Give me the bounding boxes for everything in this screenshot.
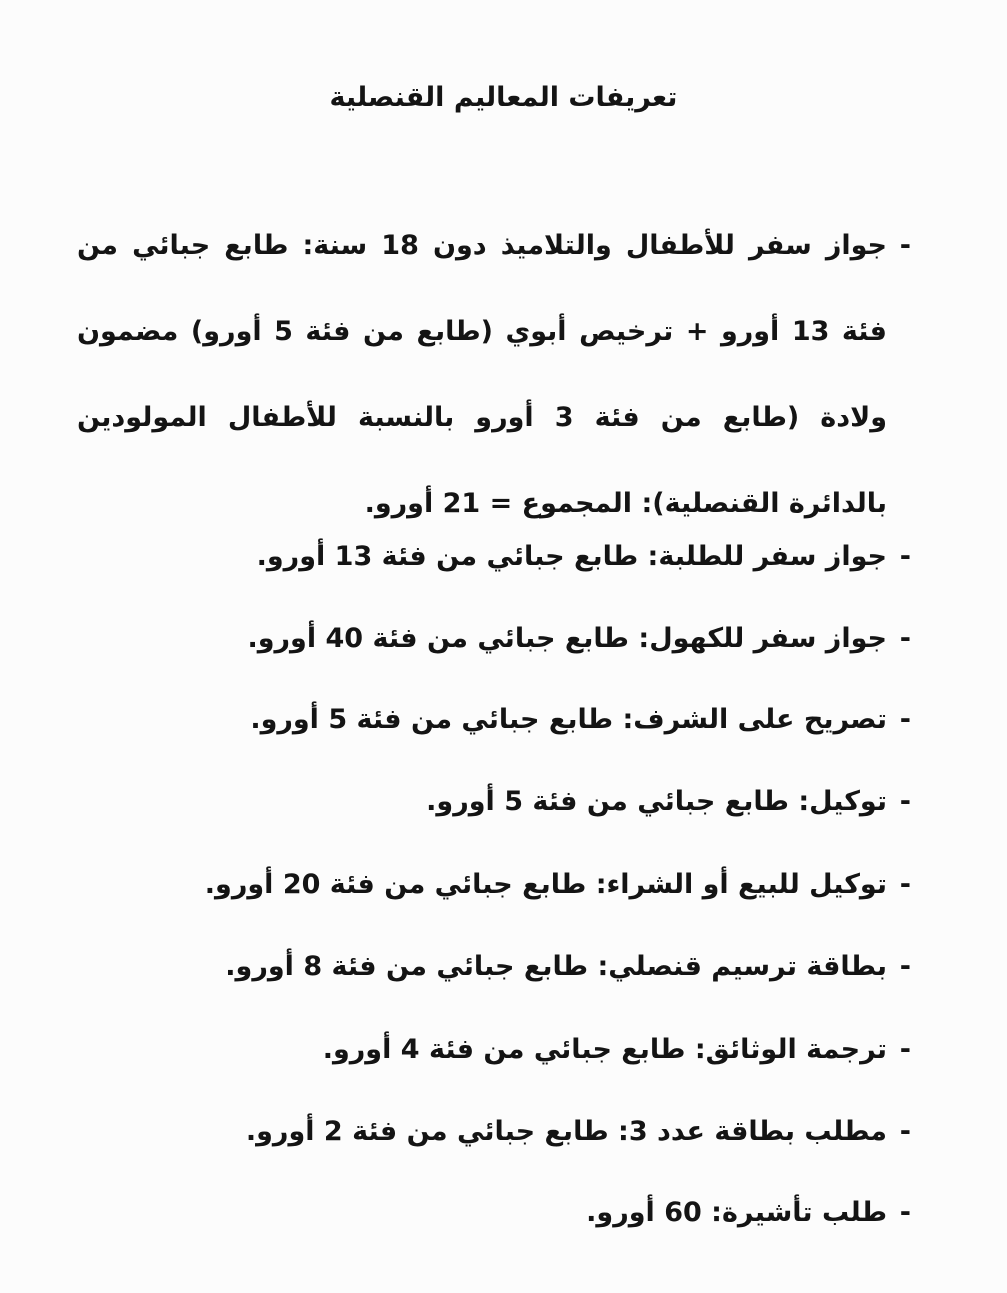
bullet-dash: - [899,704,911,735]
fee-item-card-number-3-request [245,1112,911,1152]
fee-item-consular-registration-card [225,947,911,987]
fee-item-power-of-attorney [426,782,911,822]
fee-item-text: جواز سفر للكهول: طابع جبائي من فئة 40 أورو. [247,623,887,654]
bullet-dash: - [899,623,911,654]
fee-item-text: مطلب بطاقة عدد 3: طابع جبائي من فئة 2 أورو. [245,1116,887,1147]
fee-item-adult-passport [247,619,911,659]
bullet-dash: - [899,1197,911,1228]
fee-item-student-passport [256,537,911,577]
fee-item-text: بطاقة ترسيم قنصلي: طابع جبائي من فئة 8 أورو. [225,951,887,982]
bullet-dash: - [899,951,911,982]
bullet-dash: - [899,230,911,261]
bullet-dash: - [899,869,911,900]
fee-item-text: ترجمة الوثائق: طابع جبائي من فئة 4 أورو. [322,1034,887,1065]
bullet-dash: - [899,786,911,817]
bullet-dash: - [899,1116,911,1147]
fee-item-text: جواز سفر للأطفال والتلاميذ دون 18 سنة: طابع جبائي من فئة 13 أورو + ترخيص أبوي (طابع من فئة 5 أورو) مضمون ولادة (طابع من فئة 3 أورو بالنسبة للأطفال المولودين بالدائرة القنصلية): المجموع = 21 أورو. [77,230,888,519]
fee-item-sale-purchase-attorney [204,865,911,905]
bullet-dash: - [899,1034,911,1065]
fee-item-document-translation [322,1030,911,1070]
fee-item-text: طلب تأشيرة: 60 أورو. [586,1197,887,1228]
fee-item-text: توكيل: طابع جبائي من فئة 5 أورو. [426,786,887,817]
fee-item-text: تصريح على الشرف: طابع جبائي من فئة 5 أورو. [250,704,887,735]
fee-item-text: جواز سفر للطلبة: طابع جبائي من فئة 13 أورو. [256,541,887,572]
fee-item-sworn-statement [250,700,911,740]
fee-item-children-passport [77,203,911,547]
document-title: تعريفات المعاليم القنصلية [329,82,678,113]
fee-item-text: توكيل للبيع أو الشراء: طابع جبائي من فئة 20 أورو. [204,869,887,900]
bullet-dash: - [899,541,911,572]
fee-item-visa-request [586,1193,911,1233]
